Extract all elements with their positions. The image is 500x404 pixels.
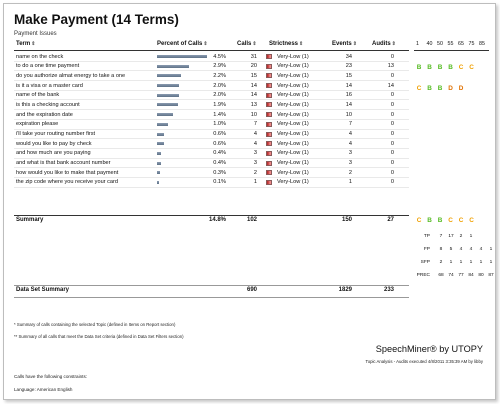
- metric-value: 1: [459, 260, 463, 265]
- percent-value: 0.6%: [213, 140, 226, 147]
- table-row[interactable]: [14, 62, 409, 72]
- table-row[interactable]: [14, 120, 409, 130]
- percent-bar: [157, 152, 161, 155]
- events-value: 14: [345, 101, 352, 108]
- summary-percent: 14.8%: [208, 217, 226, 223]
- metric-value: 2: [459, 234, 463, 239]
- percent-bar: [157, 94, 179, 97]
- metric-label: TP: [423, 234, 430, 239]
- metric-value: 1: [469, 234, 473, 239]
- audit-grade: B: [416, 63, 422, 71]
- metric-value: 4: [459, 247, 463, 252]
- brand-logo: SpeechMiner® by UTOPY: [375, 344, 483, 354]
- percent-bar: [157, 133, 164, 136]
- metric-label: PREC: [416, 273, 430, 278]
- audits-value: 0: [390, 111, 394, 118]
- metric-value: 2: [439, 260, 443, 265]
- strictness-value: Very-Low (1): [277, 140, 309, 147]
- dataset-divider-bottom: [14, 297, 409, 298]
- percent-value: 2.0%: [213, 82, 226, 89]
- summary-grade: C: [416, 217, 422, 224]
- bar-chart-icon[interactable]: [266, 93, 272, 98]
- term-label: the zip code where you receive your card: [16, 179, 118, 186]
- percent-value: 0.1%: [213, 179, 226, 186]
- bar-chart-icon[interactable]: [266, 122, 272, 127]
- calls-value: 3: [253, 150, 257, 157]
- events-value: 2: [348, 169, 352, 176]
- events-value: 10: [345, 111, 352, 118]
- table-row[interactable]: [14, 130, 409, 140]
- metric-row: [414, 272, 494, 282]
- strictness-value: Very-Low (1): [277, 169, 309, 176]
- audit-grade: B: [448, 63, 453, 71]
- events-value: 4: [348, 131, 352, 137]
- bar-chart-icon[interactable]: [266, 102, 272, 107]
- table-row[interactable]: [14, 81, 409, 91]
- audit-grade: C: [416, 85, 422, 93]
- percent-bar: [157, 103, 178, 106]
- table-row[interactable]: [14, 71, 409, 81]
- calls-value: 10: [250, 111, 257, 118]
- percent-value: 1.4%: [213, 111, 226, 118]
- strictness-value: Very-Low (1): [277, 160, 309, 167]
- header-strictness[interactable]: Strictness⇕: [269, 41, 304, 47]
- metric-value: 68: [438, 273, 444, 278]
- strictness-value: Very-Low (1): [277, 72, 309, 79]
- metric-label: SFP: [420, 260, 430, 265]
- terms-table: [14, 52, 409, 188]
- audits-value: 0: [390, 72, 394, 79]
- report-title: Make Payment (14 Terms): [14, 12, 179, 27]
- audits-value: 14: [387, 82, 394, 89]
- calls-value: 4: [253, 131, 257, 137]
- percent-bar: [157, 171, 160, 174]
- audits-value: 0: [390, 101, 394, 108]
- metric-row: [414, 259, 494, 269]
- grade-row: [414, 63, 494, 73]
- strictness-value: Very-Low (1): [277, 82, 309, 89]
- calls-value: 1: [253, 179, 257, 186]
- table-row[interactable]: [14, 139, 409, 149]
- bar-chart-icon[interactable]: [266, 132, 272, 137]
- audit-threshold-header: 40: [426, 41, 433, 47]
- dataset-summary-label: Data Set Summary: [16, 287, 70, 293]
- audit-grade: C: [469, 63, 474, 71]
- events-value: 14: [345, 82, 352, 89]
- sort-icon: ⇕: [391, 41, 396, 47]
- table-row[interactable]: [14, 110, 409, 120]
- bar-chart-icon[interactable]: [266, 64, 272, 69]
- percent-value: 0.6%: [213, 131, 226, 137]
- audit-threshold-header: 1: [416, 41, 419, 47]
- sort-icon: ⇕: [352, 41, 357, 47]
- metric-value: 4: [469, 247, 473, 252]
- summary-grade: C: [458, 217, 464, 224]
- percent-bar: [157, 162, 161, 165]
- table-row[interactable]: [14, 91, 409, 101]
- dataset-summary-calls: 690: [246, 287, 257, 293]
- strictness-value: Very-Low (1): [277, 111, 309, 118]
- audits-value: 0: [390, 53, 394, 60]
- table-row[interactable]: [14, 100, 409, 110]
- summary-events: 150: [341, 217, 352, 223]
- header-calls[interactable]: Calls⇕: [237, 41, 257, 47]
- bar-chart-icon[interactable]: [266, 180, 272, 185]
- sort-icon: ⇕: [299, 41, 304, 47]
- metric-value: 77: [458, 273, 464, 278]
- table-row[interactable]: [14, 178, 409, 188]
- percent-value: 1.0%: [213, 121, 226, 128]
- term-label: is this a checking account: [16, 101, 80, 108]
- term-label: expiration please: [16, 121, 59, 128]
- audit-threshold-header: 55: [447, 41, 454, 47]
- term-label: would you like to pay by check: [16, 140, 92, 147]
- percent-value: 1.9%: [213, 101, 226, 108]
- calls-value: 3: [253, 160, 257, 167]
- metric-value: 17: [448, 234, 454, 239]
- percent-bar: [157, 142, 164, 145]
- audit-grade: B: [437, 85, 443, 93]
- calls-value: 13: [250, 101, 257, 108]
- metric-value: 7: [439, 234, 443, 239]
- audit-grade: C: [458, 63, 464, 71]
- audit-threshold-header: 65: [458, 41, 464, 47]
- sort-icon: ⇕: [31, 41, 36, 47]
- sort-icon: ⇕: [252, 41, 257, 47]
- percent-bar: [157, 113, 173, 116]
- dataset-summary-audits: 233: [383, 287, 394, 293]
- audits-value: 0: [390, 92, 394, 99]
- audit-header-divider: [414, 50, 489, 51]
- calls-value: 4: [253, 140, 257, 147]
- percent-bar: [157, 74, 181, 77]
- strictness-value: Very-Low (1): [277, 92, 309, 99]
- strictness-value: Very-Low (1): [277, 121, 309, 128]
- metric-value: 87: [488, 273, 494, 278]
- percent-value: 0.4%: [213, 160, 226, 167]
- table-row[interactable]: [14, 52, 409, 62]
- summary-grade: C: [448, 217, 453, 224]
- calls-value: 15: [250, 72, 257, 79]
- audit-execution-info: Topic Analysis - Audits executed 4/8/2011 3:35:39 AM by libby: [365, 359, 483, 364]
- bar-chart-icon[interactable]: [266, 83, 272, 88]
- strictness-value: Very-Low (1): [277, 101, 309, 108]
- audit-grade: D: [458, 85, 464, 93]
- summary-grade: B: [427, 217, 432, 224]
- metric-row: [414, 233, 494, 243]
- calls-value: 14: [250, 92, 257, 99]
- audit-threshold-header: 85: [479, 41, 485, 47]
- metric-value: 1: [489, 260, 493, 265]
- percent-value: 0.4%: [213, 150, 226, 157]
- strictness-value: Very-Low (1): [277, 179, 309, 186]
- events-value: 23: [345, 63, 352, 70]
- events-value: 3: [348, 160, 352, 167]
- calls-value: 31: [250, 53, 257, 60]
- audits-value: 0: [390, 160, 394, 167]
- term-label: to do a one time payment: [16, 63, 80, 70]
- summary-grades: [414, 216, 494, 226]
- metric-value: 1: [479, 260, 483, 265]
- summary-calls: 102: [246, 217, 257, 223]
- audits-value: 0: [390, 150, 394, 157]
- metric-value: 84: [468, 273, 474, 278]
- footnote-dataset: ** Summary of all calls that meet the Data Set criteria (defined in Data Set Filters section): [14, 334, 184, 339]
- events-value: 16: [345, 92, 352, 99]
- report-subtitle: Payment Issues: [14, 31, 57, 37]
- term-label: name on the check: [16, 53, 64, 60]
- metric-label: FP: [423, 247, 430, 252]
- audit-grade: B: [437, 63, 443, 71]
- audits-value: 13: [387, 63, 394, 70]
- term-label: and how much are you paying: [16, 150, 91, 157]
- audit-grade: B: [427, 63, 432, 71]
- events-value: 7: [348, 121, 352, 128]
- table-row[interactable]: [14, 168, 409, 178]
- bar-chart-icon[interactable]: [266, 170, 272, 175]
- footnote-topic: * Summary of calls containing the selected Topic (defined in Items on Report section): [14, 322, 176, 327]
- audits-value: 0: [390, 131, 394, 137]
- header-term[interactable]: Term⇕: [16, 41, 36, 47]
- audit-grade: D: [448, 85, 453, 93]
- metric-value: 1: [469, 260, 473, 265]
- calls-value: 2: [253, 169, 257, 176]
- strictness-value: Very-Low (1): [277, 131, 309, 137]
- percent-bar: [157, 65, 189, 68]
- table-row[interactable]: [14, 149, 409, 159]
- dataset-summary-row: [14, 286, 409, 296]
- audit-threshold-header: 75: [468, 41, 475, 47]
- summary-label: Summary: [16, 217, 44, 223]
- percent-value: 0.3%: [213, 169, 226, 176]
- term-label: i'll take your routing number first: [16, 131, 96, 137]
- summary-audits: 27: [387, 217, 394, 223]
- header-percent[interactable]: Percent of Calls⇕: [157, 41, 208, 47]
- bar-chart-icon[interactable]: [266, 54, 272, 59]
- calls-value: 14: [250, 82, 257, 89]
- percent-value: 2.9%: [213, 63, 226, 70]
- metric-value: 5: [449, 247, 453, 252]
- metric-value: 1: [449, 260, 453, 265]
- summary-grade: B: [437, 217, 443, 224]
- metric-value: 4: [479, 247, 483, 252]
- term-label: and the expiration date: [16, 111, 73, 118]
- header-events[interactable]: Events⇕: [332, 41, 357, 47]
- dataset-summary-events: 1829: [338, 287, 352, 293]
- term-label: and what is that bank account number: [16, 160, 111, 167]
- bar-chart-icon[interactable]: [266, 112, 272, 117]
- percent-value: 2.0%: [213, 92, 226, 99]
- summary-row: [14, 216, 409, 226]
- events-value: 1: [348, 179, 352, 186]
- report-frame: [3, 3, 496, 400]
- sort-icon: ⇕: [203, 41, 208, 47]
- grade-row: [414, 84, 494, 94]
- term-label: do you authorize almat energy to take a one: [16, 72, 126, 79]
- calls-value: 20: [250, 63, 257, 70]
- percent-bar: [157, 123, 168, 126]
- audit-threshold-header: 50: [437, 41, 443, 47]
- events-value: 34: [345, 53, 352, 60]
- audits-value: 0: [390, 169, 394, 176]
- summary-grade: C: [469, 217, 474, 224]
- bar-chart-icon[interactable]: [266, 151, 272, 156]
- percent-value: 4.5%: [213, 53, 226, 60]
- term-label: name of the bank: [16, 92, 60, 99]
- strictness-value: Very-Low (1): [277, 63, 309, 70]
- percent-bar: [157, 181, 159, 184]
- events-value: 3: [348, 150, 352, 157]
- metric-value: 1: [489, 247, 493, 252]
- calls-value: 7: [253, 121, 257, 128]
- audits-value: 0: [390, 140, 394, 147]
- header-divider: [14, 50, 409, 51]
- strictness-value: Very-Low (1): [277, 150, 309, 157]
- audits-value: 0: [390, 179, 394, 186]
- metric-value: 8: [439, 247, 443, 252]
- metric-value: 80: [478, 273, 484, 278]
- audit-grade: B: [427, 85, 432, 93]
- percent-bar: [157, 84, 179, 87]
- constraints-title: Calls have the following constraints:: [14, 374, 88, 379]
- percent-value: 2.2%: [213, 72, 226, 79]
- strictness-value: Very-Low (1): [277, 53, 309, 60]
- audits-value: 0: [390, 121, 394, 128]
- bar-chart-icon[interactable]: [266, 73, 272, 78]
- constraint-language: Language: American English: [14, 387, 73, 392]
- bar-chart-icon[interactable]: [266, 161, 272, 166]
- header-audits[interactable]: Audits⇕: [372, 41, 396, 47]
- metric-row: [414, 246, 494, 256]
- bar-chart-icon[interactable]: [266, 141, 272, 146]
- metric-value: 74: [448, 273, 454, 278]
- term-label: how would you like to make that payment: [16, 169, 119, 176]
- table-row[interactable]: [14, 159, 409, 169]
- events-value: 4: [348, 140, 352, 147]
- term-label: is it a visa or a master card: [16, 82, 83, 89]
- events-value: 15: [345, 72, 352, 79]
